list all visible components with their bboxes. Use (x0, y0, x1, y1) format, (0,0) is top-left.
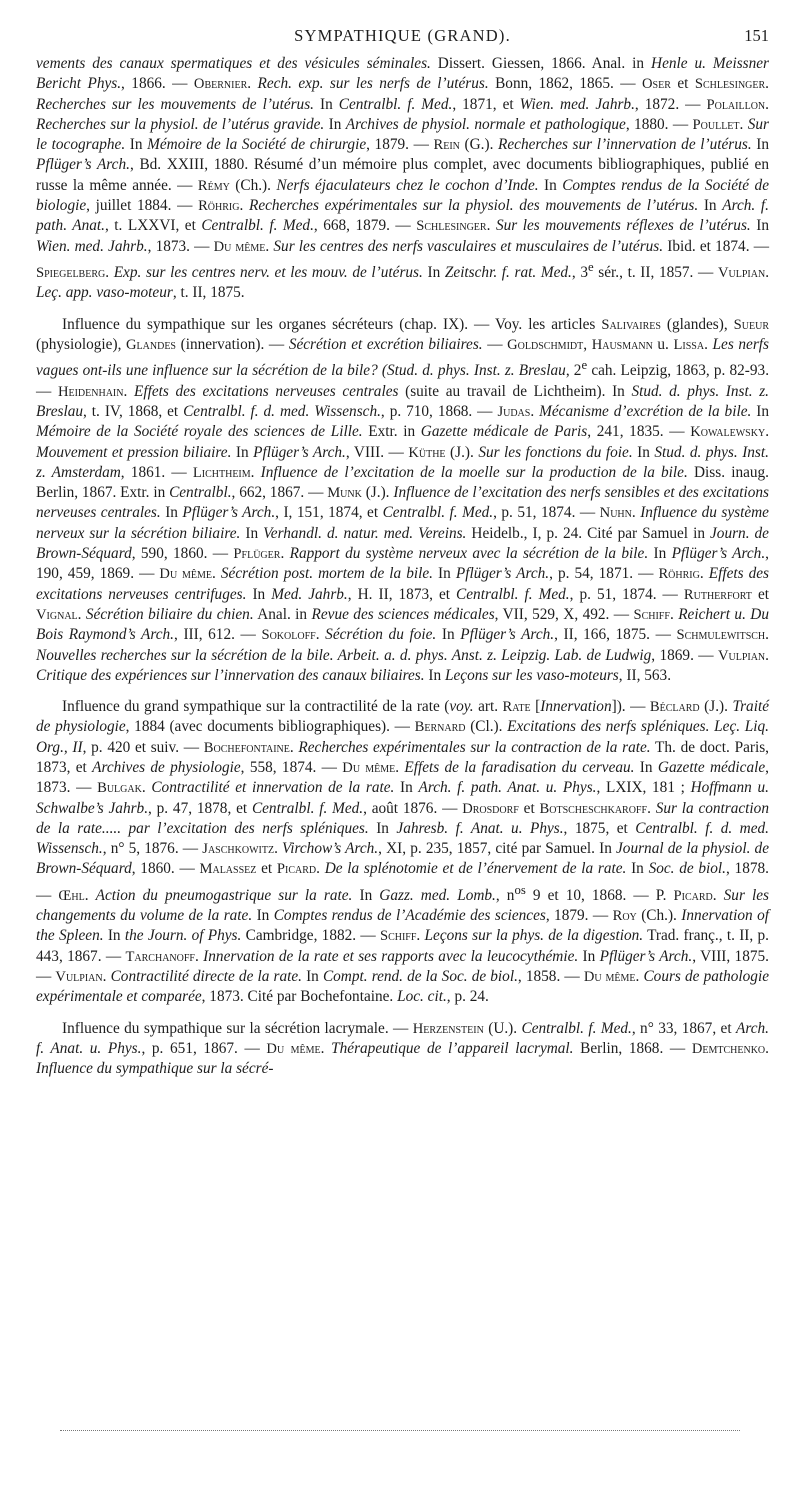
bibliography-paragraph-spleen: Influence du grand sympathique sur la contractilité de la rate (voy. art. Rate [Innervation]). — Béclard (J.). Traité de physiologie, 1884 (avec documents bibliographiques). — Bernard (Cl.). Excitations des nerfs spléniques. Leç. Liq. Org., II, p. 420 et suiv. — Bochefontaine. Recherches expérimentales sur la contraction de la rate. Th. de doct. Paris, 1873, et Archives de physiologie, 558, 1874. — Du même. Effets de la faradisation du cerveau. In Gazette médicale, 1873. — Bulgak. Contractilité et innervation de la rate. In Arch. f. path. Anat. u. Phys., LXIX, 181 ; Hoffmann u. Schwalbe’s Jahrb., p. 47, 1878, et Centralbl. f. Med., août 1876. — Drosdorf et Botscheschkaroff. Sur la contraction de la rate..... par l’excitation des nerfs spléniques. In Jahresb. f. Anat. u. Phys., 1875, et Centralbl. f. d. med. Wissensch., n° 5, 1876. — Jaschkowitz. Virchow’s Arch., XI, p. 235, 1857, cité par Samuel. In Journal de la physiol. de Brown-Séquard, 1860. — Malassez et Picard. De la splénotomie et de l’énervement de la rate. In Soc. de biol., 1878. — Œhl. Action du pneumogastrique sur la rate. In Gazz. med. Lomb., $n^{os}$ 9 et 10, 1868. — P. Picard. Sur les changements du volume de la rate. In Comptes rendus de l’Académie des sciences, 1879. — Roy (Ch.). Innervation of the Spleen. In the Journ. of Phys. Cambridge, 1882. — Schiff. Leçons sur la phys. de la digestion. Trad. franç., t. II, p. 443, 1867. — Tarchanoff. Innervation de la rate et ses rapports avec la leucocythémie. In Pflüger’s Arch., VIII, 1875. — Vulpian. Contractilité directe de la rate. In Compt. rend. de la Soc. de biol., 1858. — Du même. Cours de pathologie expérimentale et comparée, 1873. Cité par Bochefontaine. Loc. cit., p. 24. (36, 698, 769, 1006)
bibliography-paragraph-lacrimal: Influence du sympathique sur la sécrétion lacrymale. — Herzenstein (U.). Centralbl. f. Med., n° 33, 1867, et Arch. f. Anat. u. Phys., p. 651, 1867. — Du même. Thérapeutique de l’appareil lacrymal. Berlin, 1868. — Demtchenko. Influence du sympathique sur la sécré- (36, 1019, 769, 1078)
bibliography-paragraph-uterus: vements des canaux spermatiques et des vésicules séminales. Dissert. Giessen, 1866. Anal. in Henle u. Meissner Bericht Phys., 1866. — Obernier. Rech. exp. sur les nerfs de l’utérus. Bonn, 1862, 1865. — Oser et Schlesinger. Recherches sur les mouvements de l’utérus. In Centralbl. f. Med., 1871, et Wien. med. Jahrb., 1872. — Polaillon. Recherches sur la physiol. de l’utérus gravide. In Archives de physiol. normale et pathologique, 1880. — Poullet. Sur le tocographe. In Mémoire de la Société de chirurgie, 1879. — Rein (G.). Recherches sur l’innervation de l’utérus. In Pflüger’s Arch., Bd. XXIII, 1880. Résumé d’un mémoire plus complet, avec documents bibliographiques, publié en russe la même année. — Rémy (Ch.). Nerfs éjaculateurs chez le cochon d’Inde. In Comptes rendus de la Société de biologie, juillet 1884. — Röhrig. Recherches expérimentales sur la physiol. des mouvements de l’utérus. In Arch. f. path. Anat., t. LXXVI, et Centralbl. f. Med., 668, 1879. — Schlesinger. Sur les mouvements réflexes de l’utérus. In Wien. med. Jahrb., 1873. — Du même. Sur les centres des nerfs vasculaires et musculaires de l’utérus. Ibid. et 1874. — Spiegelberg. Exp. sur les centres nerv. et les mouv. de l’utérus. In Zeitschr. f. rat. Med., 3e sér., t. II, 1857. — Vulpian. Leç. app. vaso-moteur, t. II, 1875. (36, 55, 770, 302)
bibliography-paragraph-secretion: Influence du sympathique sur les organes sécréteurs (chap. IX). — Voy. les articles Salivaires (glandes), Sueur (physiologie), Glandes (innervation). — Sécrétion et excrétion biliaires. — Goldschmidt, Hausmann u. Lissa. Les nerfs vagues ont-ils une influence sur la sécrétion de la bile? (Stud. d. phys. Inst. z. Breslau, 2e cah. Leipzig, 1863, p. 82-93. — Heidenhain. Effets des excitations nerveuses centrales (suite au travail de Lichtheim). In Stud. d. phys. Inst. z. Breslau, t. IV, 1868, et Centralbl. f. d. med. Wissensch., p. 710, 1868. — Judas. Mécanisme d’excrétion de la bile. In Mémoire de la Société royale des sciences de Lille. Extr. in Gazette médicale de Paris, 241, 1835. — Kowalewsky. Mouvement et pression biliaire. In Pflüger’s Arch., VIII. — Küthe (J.). Sur les fonctions du foie. In Stud. d. phys. Inst. z. Amsterdam, 1861. — Lichtheim. Influence de l’excitation de la moelle sur la production de la bile. Diss. inaug. Berlin, 1867. Extr. in Centralbl., 662, 1867. — Munk (J.). Influence de l’excitation des nerfs sensibles et des excitations nerveuses centrales. In Pflüger’s Arch., I, 151, 1874, et Centralbl. f. Med., p. 51, 1874. — Nuhn. Influence du système nerveux sur la sécrétion biliaire. In Verhandl. d. natur. med. Vereins. Heidelb., I, p. 24. Cité par Samuel in Journ. de Brown-Séquard, 590, 1860. — Pflüger. Rapport du système nerveux avec la sécrétion de la bile. In Pflüger’s Arch., 190, 459, 1869. — Du même. Sécrétion post. mortem de la bile. In Pflüger’s Arch., p. 54, 1871. — Röhrig. Effets des excitations nerveuses centrifuges. In Med. Jahrb., H. II, 1873, et Centralbl. f. Med., p. 51, 1874. — Rutherfort et Vignal. Sécrétion biliaire du chien. Anal. in Revue des sciences médicales, VII, 529, X, 492. — Schiff. Reichert u. Du Bois Raymond’s Arch., III, 612. — Sokoloff. Sécrétion du foie. In Pflüger’s Arch., II, 166, 1875. — Schmulewitsch. Nouvelles recherches sur la sécrétion de la bile. Arbeit. a. d. phys. Anst. z. Leipzig. Lab. de Ludwig, 1869. — Vulpian. Critique des expériences sur l’innervation des canaux biliaires. In Leçons sur les vaso-moteurs, II, 563. (36, 315, 770, 684)
running-header (36, 26, 769, 54)
page-number: 151 (744, 26, 769, 45)
bibliography-body (36, 54, 769, 1080)
running-title: SYMPATHIQUE (GRAND). (294, 26, 511, 45)
document-page (36, 26, 769, 1080)
footer-dotted-rule (60, 1430, 740, 1431)
